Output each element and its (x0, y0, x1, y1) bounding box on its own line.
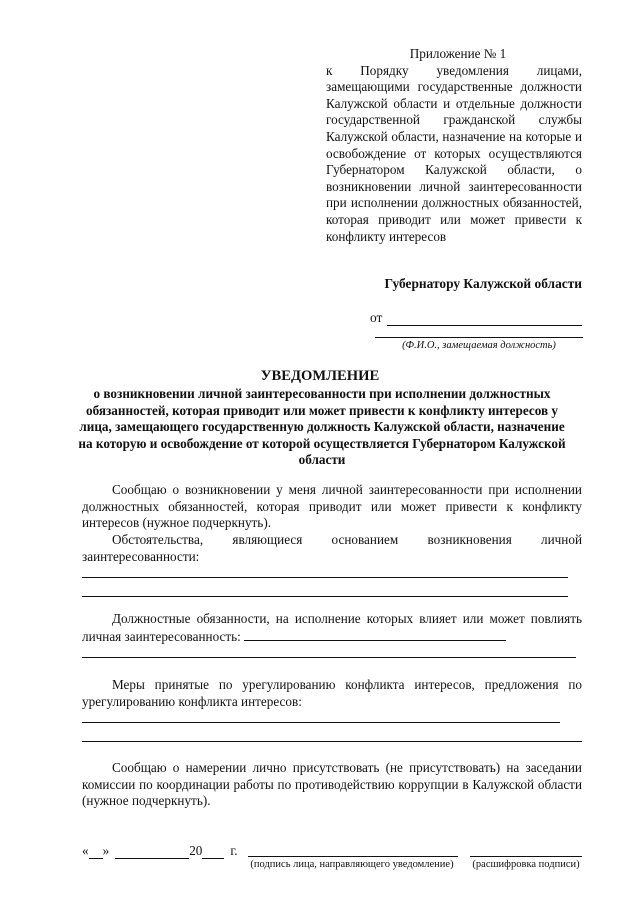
paragraph-duties (82, 611, 582, 645)
from-name-field[interactable] (387, 313, 582, 326)
signature-decode-field[interactable] (470, 856, 582, 857)
from-row (370, 310, 582, 326)
from-caption: (Ф.И.О., замещаемая должность) (402, 340, 556, 351)
paragraph-duties-text: Должностные обязанности, на исполнение которых влияет или может повлиять личная заинтересованность: (82, 611, 582, 644)
appendix-title: Приложение № 1 (409, 46, 507, 61)
paragraph-measures: Меры принятые по урегулированию конфликта интересов, предложения по урегулированию конфликта интересов: (82, 677, 582, 709)
paragraph-attendance: Сообщаю о намерении лично присутствовать (не присутствовать) на заседании комиссии по координации работы по противодействию коррупции в Калужской области (нужное подчеркнуть). (82, 760, 582, 809)
year-prefix: 20 (189, 843, 203, 858)
year-suffix: г. (230, 843, 238, 858)
paragraph-interest: Сообщаю о возникновении у меня личной заинтересованности при исполнении должностных обязанностей, которая приводит или может привести к конфликту интересов (нужное подчеркнуть). (82, 482, 582, 531)
signature-field[interactable] (248, 856, 458, 857)
from-label: от (370, 310, 383, 325)
month-field[interactable] (115, 846, 189, 859)
year-field[interactable] (202, 846, 224, 859)
circumstances-field-line-2[interactable] (82, 596, 568, 597)
date-close-quote: » (102, 843, 110, 858)
duties-field-inline[interactable] (244, 628, 506, 641)
day-field[interactable] (89, 846, 103, 859)
document-subtitle: о возникновении личной заинтересованности при исполнении должностных обязанностей, которая приводит или может привести к конфликту интересов у лица, замещающего государственную должность Калужской области, назначение на которую и освобождение от которой осуществляется Губернатором Калужской области (78, 386, 566, 468)
from-position-field[interactable] (375, 337, 583, 338)
circumstances-field-line-1[interactable] (82, 577, 568, 578)
signature-caption: (подпись лица, направляющего уведомление) (250, 859, 454, 870)
date-row (82, 843, 238, 859)
paragraph-circumstances-cont: заинтересованности: (82, 549, 200, 564)
measures-field-line-1[interactable] (82, 722, 560, 723)
date-open-quote: « (82, 843, 89, 858)
decode-caption: (расшифровка подписи) (472, 859, 580, 870)
measures-field-line-2[interactable] (82, 741, 582, 742)
addressee: Губернатору Калужской области (384, 276, 582, 291)
paragraph-circumstances: Обстоятельства, являющиеся основанием возникновения личной (112, 532, 582, 547)
duties-field-line[interactable] (82, 657, 576, 658)
appendix-text: к Порядку уведомления лицами, замещающими государственные должности Калужской области и отдельные должности государственной гражданской службы Калужской области, назначение на которые и освобождение от которых осуществляются Губернатором Калужской области, о возникновении личной заинтересованности при исполнении должностных обязанностей, которая приводит или может привести к конфликту интересов (326, 62, 582, 244)
appendix-block (326, 46, 582, 245)
document-title: УВЕДОМЛЕНИЕ (260, 368, 380, 384)
